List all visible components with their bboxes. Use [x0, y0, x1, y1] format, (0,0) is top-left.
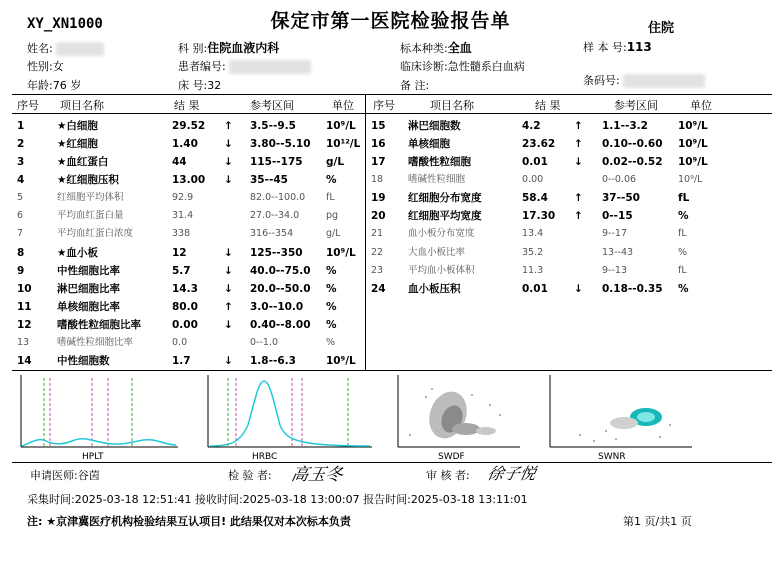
swdf-label: SWDF: [438, 452, 465, 461]
dept-field: [178, 39, 279, 56]
age-value: 76 岁: [52, 79, 82, 92]
patient-no-field: [178, 58, 311, 74]
sample-no-label: 样 本 号:: [583, 41, 627, 54]
report-label: 报告时间:: [363, 493, 411, 506]
receive-time: 2025-03-18 13:00:07: [242, 493, 360, 506]
gender-value: 女: [52, 60, 64, 73]
barcode-label: 条码号:: [583, 74, 620, 87]
specimen-field: [400, 39, 472, 56]
inspector-signature: 高玉冬: [289, 465, 345, 485]
name-field: [27, 40, 104, 56]
reviewer-label: 审 核 者:: [426, 469, 470, 482]
name-label: 姓名:: [27, 42, 53, 55]
left-header-name: 项目名称: [60, 99, 104, 112]
specimen-label: 标本种类:: [400, 42, 448, 55]
remark-label: 备 注:: [400, 79, 430, 92]
graph-bottom-line: [12, 462, 772, 463]
bed-label: 床 号:: [178, 79, 208, 92]
page-indicator: 第1 页/共1 页: [623, 515, 692, 528]
swdf-scatter: [398, 375, 520, 447]
dept-value: 住院血液内科: [207, 41, 280, 55]
barcode-field: [583, 72, 705, 88]
analyzer-graphs: [20, 375, 780, 461]
reviewer-signature: 徐子悦: [485, 464, 538, 483]
doctor-label: 申请医师:: [30, 469, 78, 482]
barcode-redacted: [623, 74, 705, 88]
times-line: [27, 491, 528, 507]
reviewer-field: [426, 467, 470, 483]
table-bottom-line: [12, 370, 772, 371]
table-top-line: [12, 94, 772, 95]
sample-no-field: [583, 39, 652, 55]
footer-note: 注: ★京津冀医疗机构检验结果互认项目! 此结果仅对本次标本负责: [27, 515, 351, 528]
diagnosis-field: [400, 58, 525, 74]
patient-no-redacted: [229, 60, 311, 74]
diagnosis-label: 临床诊断:: [400, 60, 448, 73]
left-header-result: 结 果: [174, 99, 200, 112]
right-header-name: 项目名称: [430, 99, 474, 112]
right-header-unit: 单位: [690, 99, 712, 112]
dept-label: 科 别:: [178, 42, 208, 55]
right-header-result: 结 果: [535, 99, 561, 112]
sample-no-value: 113: [626, 40, 652, 54]
visit-type: 住院: [648, 21, 675, 36]
diagnosis-value: 急性髓系白血病: [447, 60, 525, 73]
swnr-scatter: [550, 375, 692, 447]
bed-value: 32: [207, 79, 222, 92]
table-divider: [365, 94, 366, 370]
left-header-ref: 参考区间: [250, 99, 294, 112]
report-code: XY_XN1000: [27, 16, 103, 32]
inspector-label: 检 验 者:: [228, 469, 272, 482]
left-header-unit: 单位: [332, 99, 354, 112]
report-title: 保定市第一医院检验报告单: [270, 10, 511, 32]
table-header-line: [12, 113, 772, 114]
receive-label: 接收时间:: [195, 493, 243, 506]
specimen-value: 全血: [447, 41, 472, 55]
right-header-no: 序号: [373, 99, 395, 112]
hrbc-label: HRBC: [252, 452, 278, 461]
right-header-ref: 参考区间: [614, 99, 658, 112]
hrbc-histogram: [208, 375, 372, 447]
left-header-no: 序号: [17, 99, 39, 112]
hplt-label: HPLT: [82, 452, 104, 461]
age-label: 年龄:: [27, 79, 53, 92]
patient-no-label: 患者编号:: [178, 60, 226, 73]
report-time: 2025-03-18 13:11:01: [410, 493, 528, 506]
hplt-histogram: [21, 375, 178, 447]
collect-time: 2025-03-18 12:51:41: [74, 493, 192, 506]
doctor-value: 谷茵: [77, 469, 100, 482]
inspector-field: [228, 467, 272, 483]
collect-label: 采集时间:: [27, 493, 75, 506]
age-field: [27, 77, 81, 93]
gender-field: [27, 58, 64, 74]
swnr-label: SWNR: [598, 452, 626, 461]
doctor-field: [30, 467, 100, 483]
gender-label: 性别:: [27, 60, 53, 73]
bed-field: [178, 77, 221, 93]
name-redacted: [56, 42, 104, 56]
remark-field: [400, 77, 429, 93]
